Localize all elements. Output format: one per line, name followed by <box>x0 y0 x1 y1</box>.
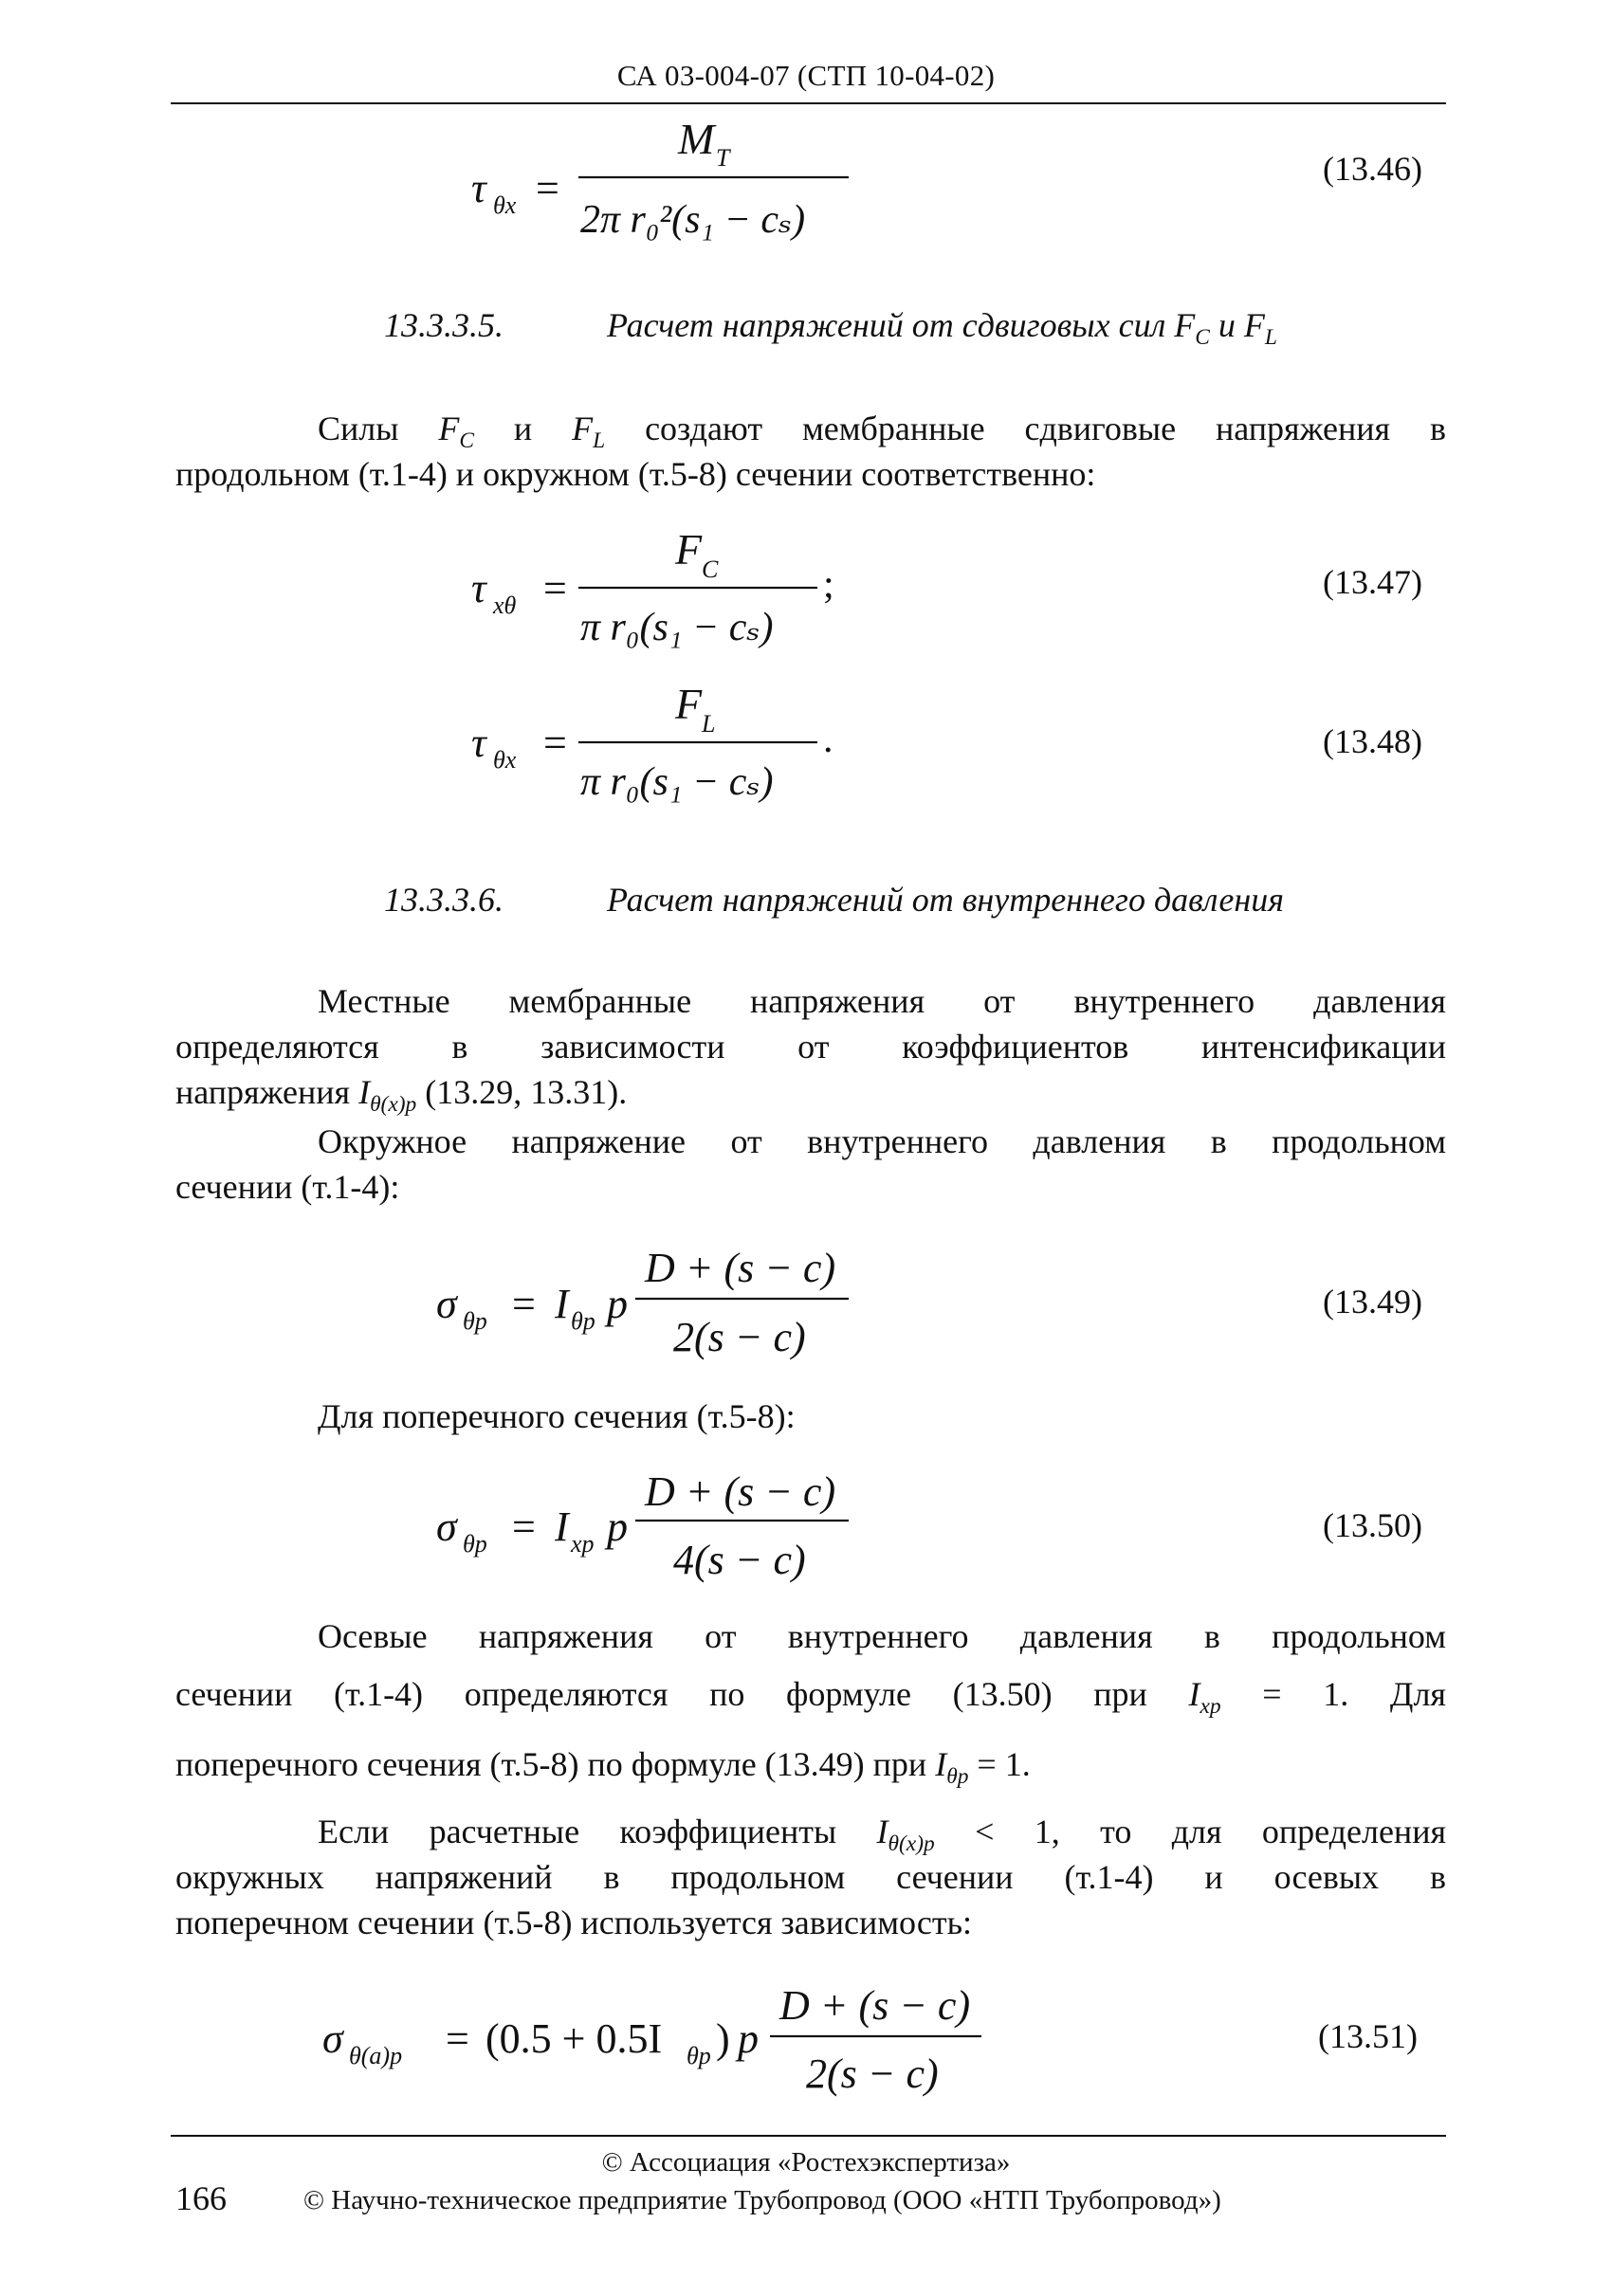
f51-prefix: (0.5 + 0.5I <box>485 2015 663 2062</box>
formula-13-46 <box>0 109 1612 251</box>
f49-i-sub: θp <box>571 1307 595 1335</box>
f49-eq: = <box>512 1281 536 1327</box>
f49-number: (13.49) <box>1323 1283 1422 1321</box>
formula-13-47 <box>0 526 1612 668</box>
f46-den: 2π r₀²(s₁ − cₛ) <box>580 198 806 242</box>
para-line: Местные мембранные напряжения от внутреннего давления <box>318 982 1446 1020</box>
formula-13-50 <box>0 1460 1612 1602</box>
footer-association: © Ассоциация «Ростехэкспертиза» <box>601 2147 1011 2178</box>
f51-p: p <box>738 2015 759 2062</box>
f48-num: F <box>675 680 703 728</box>
f50-lhs-sub: θp <box>463 1530 487 1558</box>
formula-13-51 <box>0 1962 1612 2105</box>
para-line: напряжения $I_{\theta(x)p}$ (13.29, 13.31). <box>175 1073 628 1118</box>
f50-i-sub: xp <box>571 1530 595 1558</box>
f46-eq: = <box>536 165 559 211</box>
f51-prefix-sub: θp <box>687 2042 711 2069</box>
para-line: Для поперечного сечения (т.5-8): <box>318 1397 796 1435</box>
f48-tail: . <box>823 718 833 761</box>
para-line: поперечном сечении (т.5-8) используется зависимость: <box>175 1904 973 1941</box>
f47-num-sub: C <box>702 556 719 583</box>
heading-title: Расчет напряжений от внутреннего давления <box>607 881 1284 919</box>
f46-number: (13.46) <box>1323 150 1422 188</box>
f51-num: D + (s − c) <box>779 1982 971 2029</box>
header-doc-code: СА 03-004-07 (СТП 10-04-02) <box>616 59 996 92</box>
f50-number: (13.50) <box>1323 1506 1422 1544</box>
f49-i: I <box>555 1281 569 1327</box>
paragraph-hoop-stress <box>175 1119 1446 1210</box>
f51-after: ) <box>716 2015 730 2062</box>
f51-lhs-sub: θ(a)p <box>349 2042 403 2069</box>
f47-eq: = <box>543 565 567 611</box>
f49-lhs: σ <box>436 1281 457 1327</box>
heading-title: Расчет напряжений от сдвиговых сил $F_C$ и $F_L$ <box>607 306 1277 351</box>
f49-lhs-sub: θp <box>463 1307 487 1335</box>
f46-num: M <box>678 115 715 163</box>
para-line: сечении (т.1-4): <box>175 1168 400 1206</box>
f50-p: p <box>607 1503 628 1550</box>
formula-13-49 <box>0 1232 1612 1375</box>
f51-lhs: σ <box>322 2015 343 2062</box>
paragraph-forces <box>175 406 1446 497</box>
f47-number: (13.47) <box>1323 563 1422 601</box>
heading-number: 13.3.3.5. <box>384 306 504 344</box>
f51-den: 2(s − c) <box>806 2050 939 2097</box>
para-line: продольном (т.1-4) и окружном (т.5-8) сечении соответственно: <box>175 455 1096 493</box>
para-line: Осевые напряжения от внутреннего давления в продольном <box>318 1617 1446 1655</box>
f47-den: π r₀(s₁ − cₛ) <box>580 606 774 649</box>
f47-tail: ; <box>823 563 834 607</box>
page-number: 166 <box>175 2179 227 2217</box>
f48-lhs: τ <box>471 720 486 766</box>
paragraph-coefficients <box>175 1809 1446 1945</box>
para-line: определяются в зависимости от коэффициентов интенсификации <box>175 1028 1446 1066</box>
para-line: поперечного сечения (т.5-8) по формуле (13.49) при $I_{\theta p} = 1$. <box>175 1745 1031 1790</box>
formula-13-48 <box>0 681 1612 823</box>
f49-p: p <box>607 1281 628 1327</box>
f50-num: D + (s − c) <box>645 1468 836 1515</box>
para-line: Силы $F_C$ и $F_L$ создают мембранные сдвиговые напряжения в <box>318 410 1446 454</box>
para-line: окружных напряжений в продольном сечении (т.1-4) и осевых в <box>175 1858 1446 1896</box>
paragraph-cross-section <box>175 1394 1446 1439</box>
f49-num: D + (s − c) <box>645 1245 836 1291</box>
f48-eq: = <box>543 720 567 766</box>
f50-i: I <box>555 1503 569 1550</box>
f50-eq: = <box>512 1503 536 1550</box>
f48-num-sub: L <box>702 710 716 738</box>
f48-den: π r₀(s₁ − cₛ) <box>580 760 774 804</box>
para-line: сечении (т.1-4) определяются по формуле (13.50) при $I_{xp} = 1$. Для <box>175 1675 1446 1720</box>
footer-company: © Научно-техническое предприятие Трубопровод (ООО «НТП Трубопровод») <box>303 2185 1221 2215</box>
f47-lhs: τ <box>471 565 486 611</box>
footer-rule <box>171 2135 1446 2137</box>
header-rule <box>171 102 1446 104</box>
paragraph-axial-stress <box>175 1613 1446 1799</box>
f51-eq: = <box>446 2015 469 2062</box>
paragraph-local-membrane <box>175 978 1446 1118</box>
f46-lhs: τ <box>471 165 486 211</box>
f48-number: (13.48) <box>1323 722 1422 760</box>
para-line: Окружное напряжение от внутреннего давления в продольном <box>318 1122 1446 1160</box>
f51-number: (13.51) <box>1318 2017 1418 2055</box>
f49-den: 2(s − c) <box>673 1314 806 1360</box>
f48-lhs-sub: θx <box>493 746 517 774</box>
heading-number: 13.3.3.6. <box>384 881 504 919</box>
heading-13-3-3-6 <box>384 880 1446 925</box>
f47-lhs-sub: xθ <box>493 592 517 619</box>
f47-num: F <box>675 525 703 574</box>
f50-lhs: σ <box>436 1503 457 1550</box>
f46-num-sub: T <box>716 144 730 172</box>
f46-lhs-sub: θx <box>493 191 517 219</box>
para-line: Если расчетные коэффициенты $I_{\theta(x)p} < 1$, то для определения <box>318 1813 1447 1857</box>
f50-den: 4(s − c) <box>673 1537 806 1583</box>
heading-13-3-3-5 <box>384 305 1446 351</box>
